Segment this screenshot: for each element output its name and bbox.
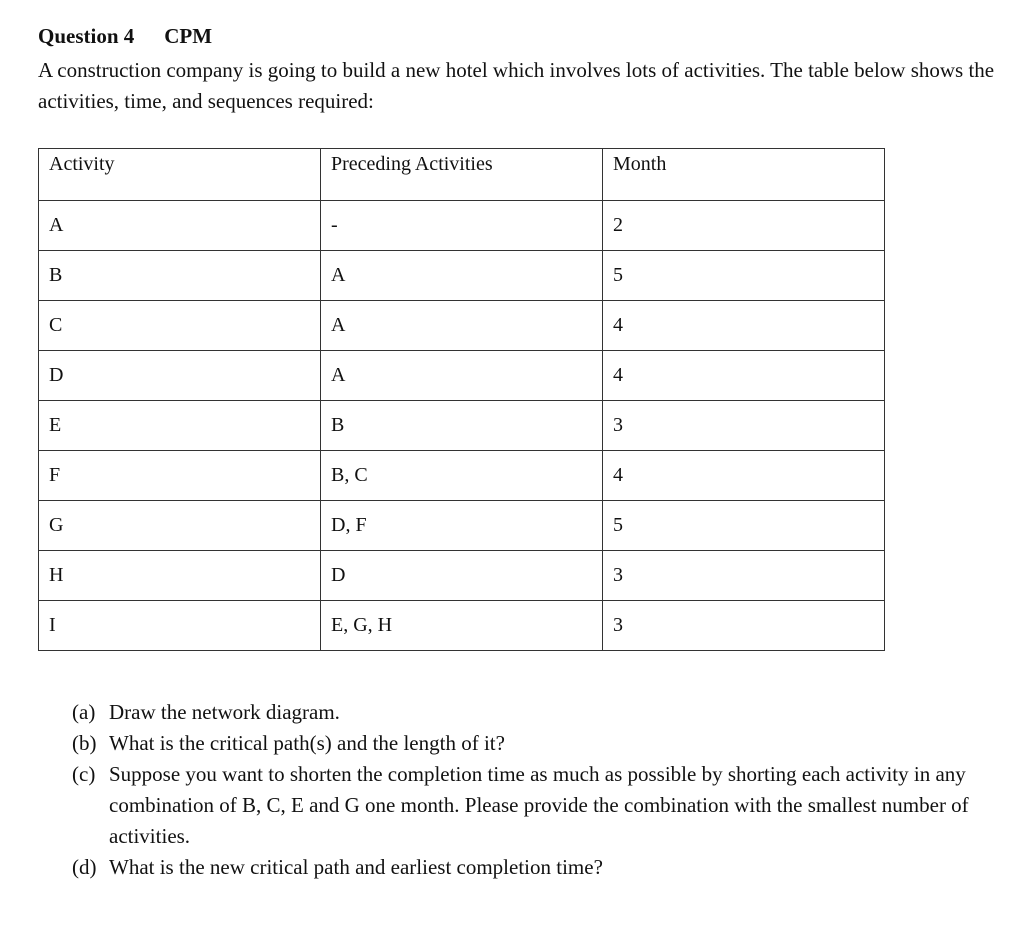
question-parts-list [72,697,972,883]
cell-preceding: E, G, H [321,601,603,651]
cell-preceding: A [321,301,603,351]
cell-activity: H [39,551,321,601]
question-part [72,852,972,883]
cell-month: 5 [603,251,885,301]
cell-month: 4 [603,451,885,501]
cell-activity: B [39,251,321,301]
table-row [39,351,885,401]
cell-activity: I [39,601,321,651]
cell-activity: F [39,451,321,501]
table-row [39,301,885,351]
table-row [39,501,885,551]
part-text: What is the critical path(s) and the length of it? [109,731,505,755]
part-text: Draw the network diagram. [109,700,340,724]
question-part [72,728,972,759]
cell-activity: C [39,301,321,351]
table-header-row [39,149,885,201]
cell-month: 5 [603,501,885,551]
table-row [39,401,885,451]
cell-month: 2 [603,201,885,251]
cell-preceding: D, F [321,501,603,551]
cell-month: 4 [603,301,885,351]
cell-activity: G [39,501,321,551]
cell-activity: A [39,201,321,251]
cell-preceding: - [321,201,603,251]
cell-preceding: D [321,551,603,601]
table-row [39,451,885,501]
table-row [39,601,885,651]
activity-table [38,148,885,651]
part-label: (c) [72,762,96,786]
cell-month: 3 [603,551,885,601]
question-part [72,759,972,852]
intro-paragraph: A construction company is going to build a new hotel which involves lots of activities. The table below shows the activities, time, and sequences required: [38,58,995,113]
part-text: Suppose you want to shorten the completion time as much as possible by shorting each activity in any combination of B, C, E and G one month. Please provide the combination with the smallest number of activities. [109,762,969,848]
part-label: (a) [72,700,96,724]
part-text: What is the new critical path and earliest completion time? [109,855,603,879]
table-row [39,201,885,251]
cell-activity: D [39,351,321,401]
cell-month: 3 [603,401,885,451]
part-label: (b) [72,731,97,755]
cell-preceding: B [321,401,603,451]
question-number: Question 4 [38,24,135,48]
header-preceding-activities: Preceding Activities [321,149,603,201]
table-row [39,251,885,301]
part-label: (d) [72,855,97,879]
cell-preceding: B, C [321,451,603,501]
header-activity: Activity [39,149,321,201]
cell-month: 4 [603,351,885,401]
cell-month: 3 [603,601,885,651]
header-month: Month [603,149,885,201]
question-part [72,697,972,728]
table-row [39,551,885,601]
cell-preceding: A [321,351,603,401]
question-heading [38,24,212,49]
question-topic: CPM [164,24,213,48]
cell-activity: E [39,401,321,451]
cell-preceding: A [321,251,603,301]
